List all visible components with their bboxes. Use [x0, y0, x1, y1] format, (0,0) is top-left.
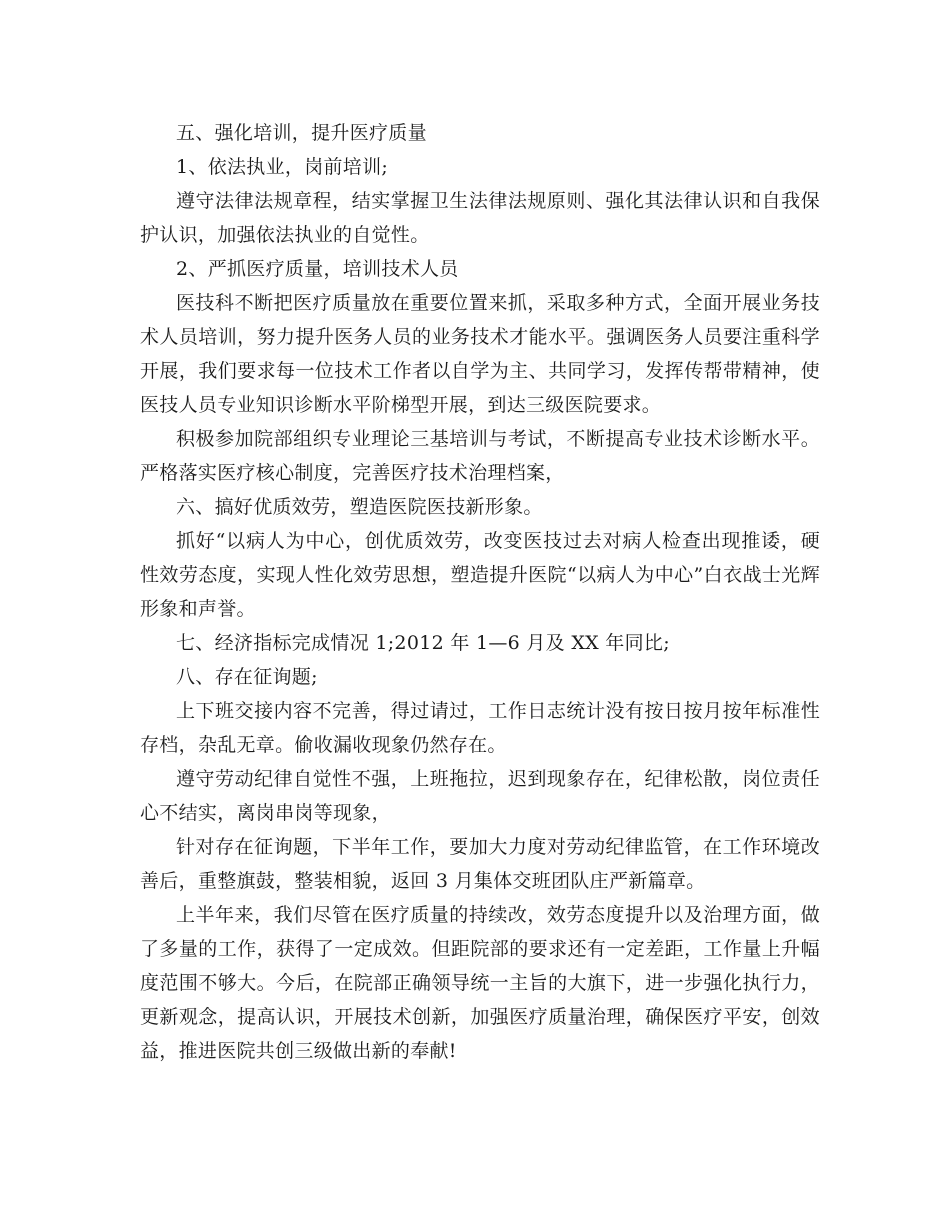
paragraph: 抓好“以病人为中心，创优质效劳，改变医技过去对病人检查出现推诿，硬性效劳态度，实现人性化效劳思想，塑造提升医院“以病人为中心”白衣战士光辉形象和声誉。 [140, 530, 820, 620]
paragraph: 针对存在征询题，下半年工作，要加大力度对劳动纪律监管，在工作环境改善后，重整旗鼓，整装相貌，返回 3 月集体交班团队庄严新篇章。 [140, 836, 820, 892]
paragraph: 医技科不断把医疗质量放在重要位置来抓，采取多种方式，全面开展业务技术人员培训，努力提升医务人员的业务技术才能水平。强调医务人员要注重科学开展，我们要求每一位技术工作者以自学为主、共同学习，发挥传帮带精神，使医技人员专业知识诊断水平阶梯型开展，到达三级医院要求。 [140, 292, 820, 416]
subheading-2: 2、严抓医疗质量，培训技术人员 [176, 258, 459, 280]
paragraph: 积极参加院部组织专业理论三基培训与考试，不断提高专业技术诊断水平。严格落实医疗核心制度，完善医疗技术治理档案， [140, 428, 820, 484]
paragraph: 上下班交接内容不完善，得过请过，工作日志统计没有按日按月按年标准性存档，杂乱无章。偷收漏收现象仍然存在。 [140, 700, 820, 756]
section-heading-6: 六、搞好优质效劳，塑造医院医技新形象。 [176, 496, 543, 518]
subheading-1: 1、依法执业，岗前培训; [176, 156, 389, 178]
section-heading-7: 七、经济指标完成情况 1;2012 年 1—6 月及 XX 年同比; [176, 632, 670, 654]
paragraph: 遵守法律法规章程，结实掌握卫生法律法规原则、强化其法律认识和自我保护认识，加强依法执业的自觉性。 [140, 190, 820, 246]
paragraph: 上半年来，我们尽管在医疗质量的持续改，效劳态度提升以及治理方面，做了多量的工作，获得了一定成效。但距院部的要求还有一定差距，工作量上升幅度范围不够大。今后，在院部正确领导统一主旨的大旗下，进一步强化执行力，更新观念，提高认识，开展技术创新，加强医疗质量治理，确保医疗平安，创效益，推进医院共创三级做出新的奉献! [140, 904, 820, 1062]
section-heading-5: 五、强化培训，提升医疗质量 [176, 122, 427, 144]
paragraph: 遵守劳动纪律自觉性不强，上班拖拉，迟到现象存在，纪律松散，岗位责任心不结实，离岗串岗等现象， [140, 768, 820, 824]
document-body [140, 116, 820, 1068]
section-heading-8: 八、存在征询题; [176, 666, 318, 688]
